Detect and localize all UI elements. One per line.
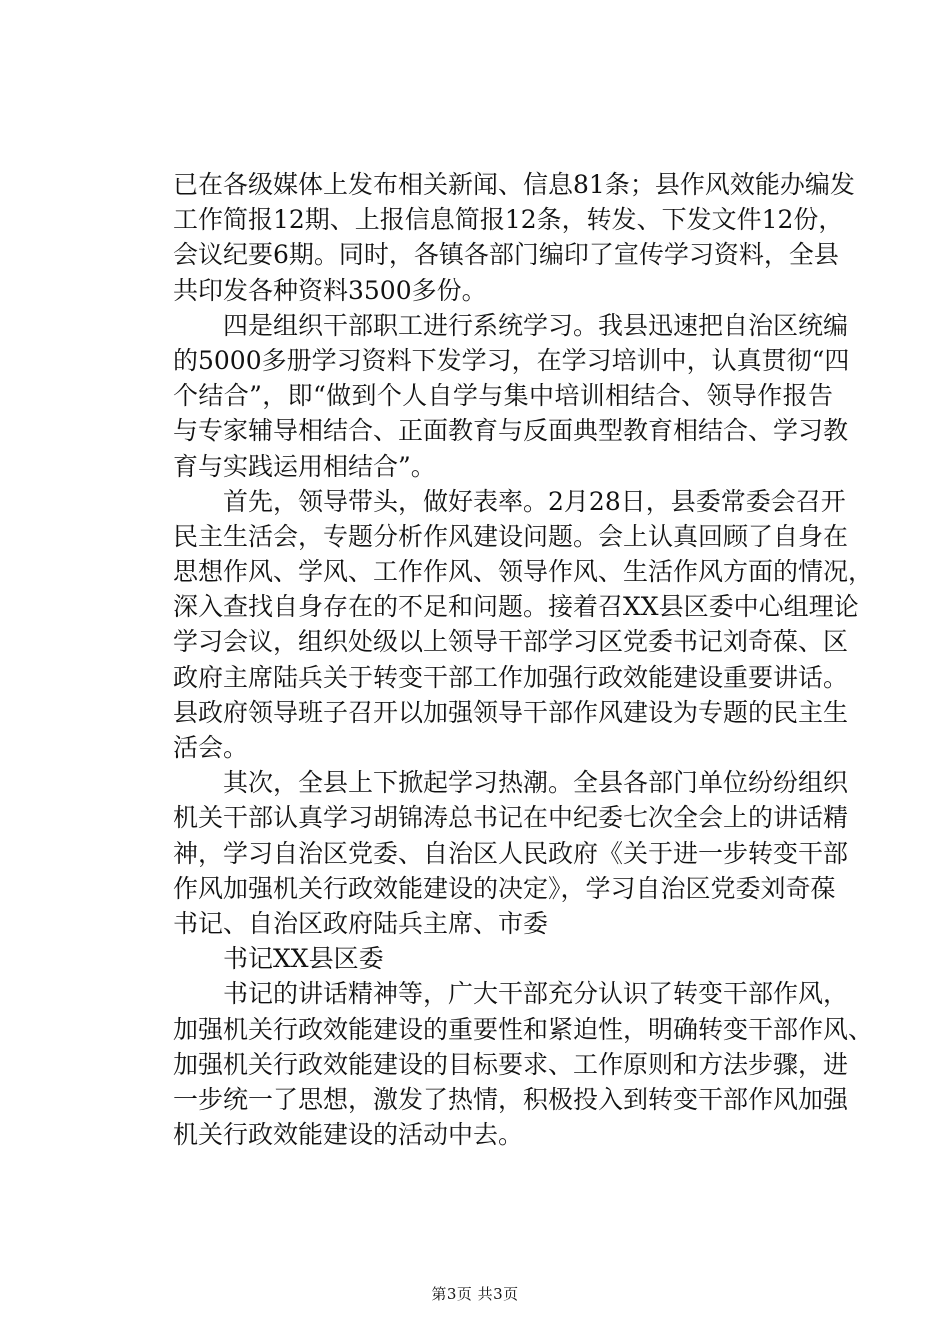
text-line: 县政府领导班子召开以加强领导干部作风建设为专题的民主生 (173, 697, 849, 727)
text-line: 作风加强机关行政效能建设的决定》，学习自治区党委刘奇葆 (173, 873, 836, 903)
text-line: 个结合”，即“做到个人自学与集中培训相结合、领导作报告 (173, 381, 833, 411)
paragraph-start-line: 书记的讲话精神等，广大干部充分认识了转变干部作风， (223, 979, 849, 1009)
text-line: 会议纪要6期。同时，各镇各部门编印了宣传学习资料，全县 (173, 240, 839, 270)
text-line: 与专家辅导相结合、正面教育与反面典型教育相结合、学习教 (173, 416, 849, 446)
text-line: 的5000多册学习资料下发学习，在学习培训中，认真贯彻“四 (173, 345, 850, 375)
text-line: 工作简报12期、上报信息简报12条，转发、下发文件12份， (173, 205, 844, 235)
text-line: 学习会议，组织处级以上领导干部学习区党委书记刘奇葆、区 (173, 627, 849, 657)
paragraph-start-line: 书记XX县区委 (223, 944, 384, 974)
paragraph-start-line: 其次，全县上下掀起学习热潮。全县各部门单位纷纷组织 (223, 768, 849, 798)
text-line: 机关行政效能建设的活动中去。 (173, 1120, 524, 1150)
text-line: 深入查找自身存在的不足和问题。接着召XX县区委中心组理论 (173, 592, 859, 622)
text-line: 神，学习自治区党委、自治区人民政府《关于进一步转变干部 (173, 838, 849, 868)
paragraph-start-line: 四是组织干部职工进行系统学习。我县迅速把自治区统编 (223, 310, 849, 340)
text-line: 加强机关行政效能建设的目标要求、工作原则和方法步骤，进 (173, 1049, 849, 1079)
document-body (173, 167, 874, 1152)
text-line: 机关干部认真学习胡锦涛总书记在中纪委七次全会上的讲话精 (173, 803, 849, 833)
text-line: 共印发各种资料3500多份。 (173, 275, 487, 305)
text-line: 政府主席陆兵关于转变干部工作加强行政效能建设重要讲话。 (173, 662, 849, 692)
text-line: 书记、自治区政府陆兵主席、市委 (173, 908, 549, 938)
text-line: 育与实践运用相结合”。 (173, 451, 436, 481)
text-line: 一步统一了思想，激发了热情，积极投入到转变干部作风加强 (173, 1084, 849, 1114)
text-line: 活会。 (173, 733, 249, 762)
text-line: 思想作风、学风、工作作风、领导作风、生活作风方面的情况， (173, 557, 874, 587)
text-line: 加强机关行政效能建设的重要性和紧迫性，明确转变干部作风、 (173, 1014, 874, 1044)
text-line: 民主生活会，专题分析作风建设问题。会上认真回顾了自身在 (173, 521, 849, 551)
text-line: 已在各级媒体上发布相关新闻、信息81条；县作风效能办编发 (173, 170, 855, 199)
page-footer: 第3页 共3页 (431, 1285, 519, 1303)
paragraph-start-line: 首先，领导带头，做好表率。2月28日，县委常委会召开 (223, 486, 846, 516)
